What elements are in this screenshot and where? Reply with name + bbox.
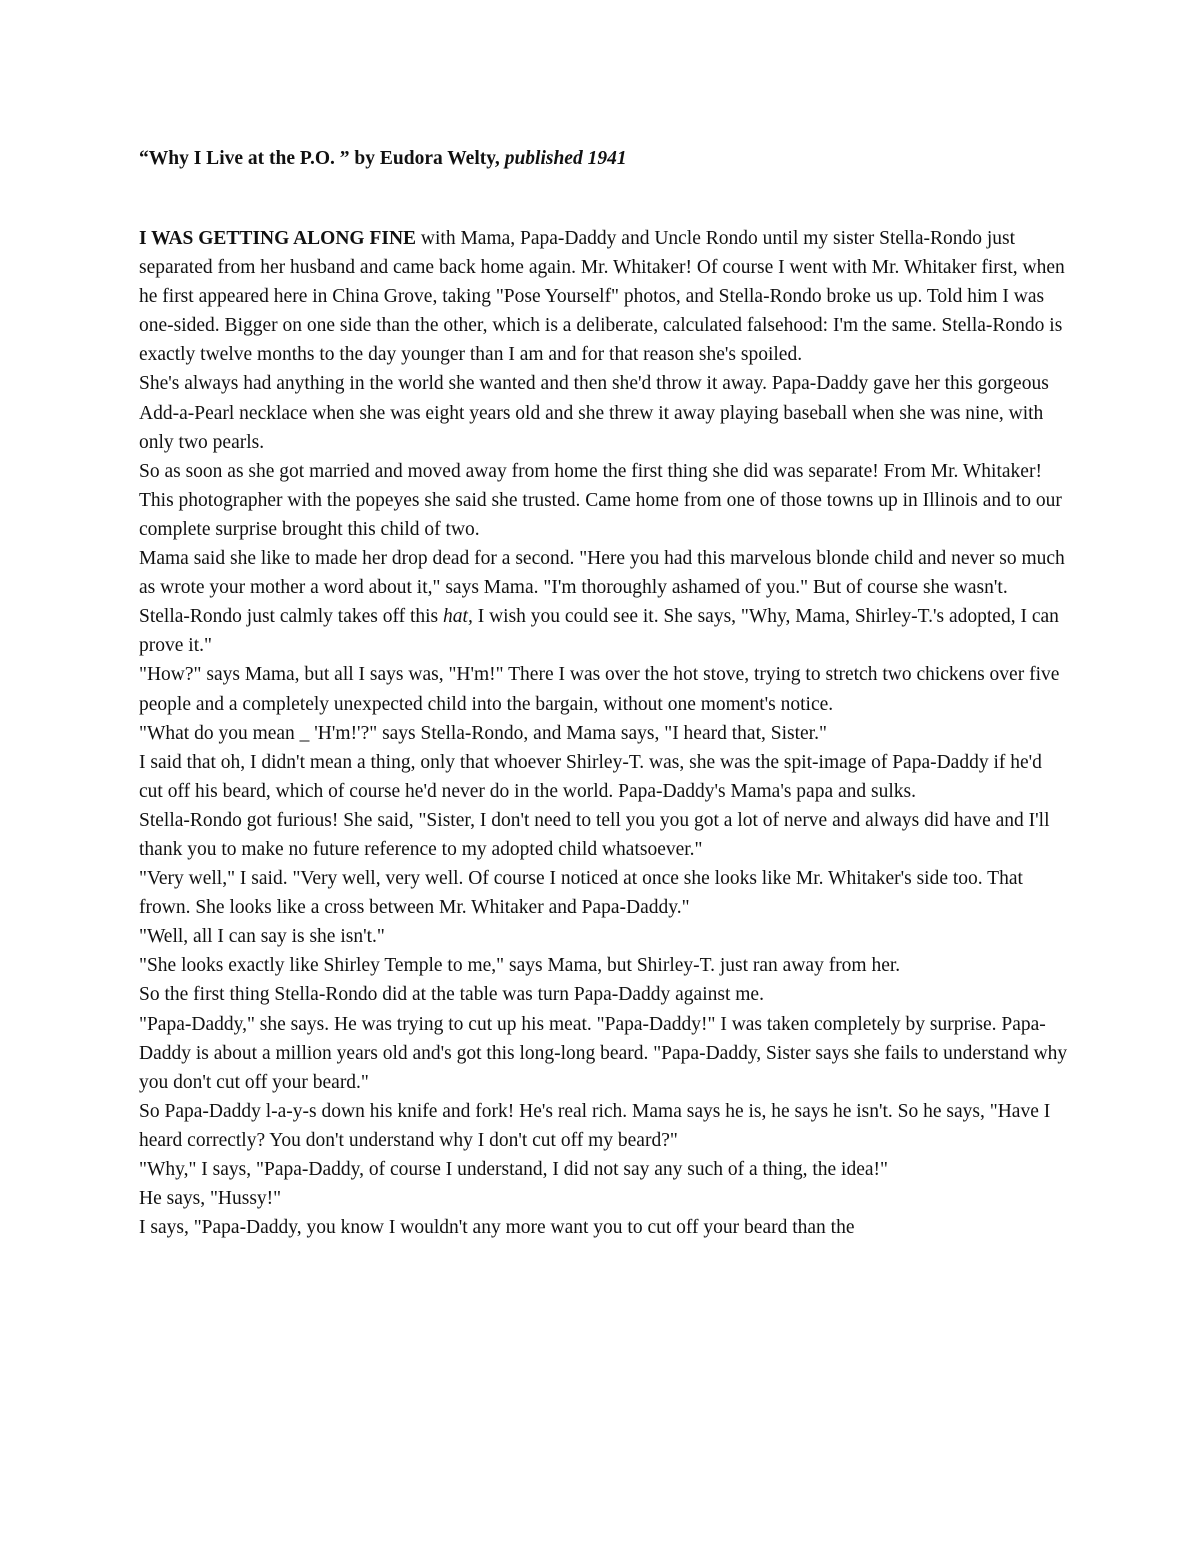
title-main: “Why I Live at the P.O. ” by Eudora Welty, (139, 148, 505, 169)
paragraph-13: So the first thing Stella-Rondo did at the table was turn Papa-Daddy against me. (139, 984, 764, 1006)
paragraph-lead-caps: I WAS GETTING ALONG FINE (139, 228, 417, 249)
paragraph-italic-word: hat, (443, 606, 473, 628)
paragraph-4: Mama said she like to made her drop dead for a second. "Here you had this marvelous blonde child and never so much as wrote your mother a word about it," says Mama. "I'm thoroughly ashamed of you." But of course she wasn't. (139, 548, 1065, 599)
title-published: published 1941 (504, 148, 627, 169)
paragraph-7: "What do you mean _ 'H'm!'?" says Stella-Rondo, and Mama says, "I heard that, Sister." (139, 722, 827, 744)
paragraph-10: "Very well," I said. "Very well, very well. Of course I noticed at once she looks like Mr. Whitaker's side too. That frown. She looks like a cross between Mr. Whitaker and Papa-Daddy." (139, 868, 1023, 919)
paragraph-12: "She looks exactly like Shirley Temple to me," says Mama, but Shirley-T. just ran away from her. (139, 955, 901, 977)
paragraph-16: "Why," I says, "Papa-Daddy, of course I understand, I did not say any such of a thing, the idea!" (139, 1159, 888, 1180)
paragraph-8: I said that oh, I didn't mean a thing, only that whoever Shirley-T. was, she was the spit-image of Papa-Daddy if he'd cut off his beard, which of course he'd never do in the world. Papa-Daddy's Mama's papa and sulks. (139, 751, 1042, 802)
paragraph-text-after: I wish you could see it. She says, "Why, Mama, Shirley-T.'s adopted, I can prove it." (139, 606, 1059, 657)
paragraph-2: She's always had anything in the world she wanted and then she'd throw it away. Papa-Daddy gave her this gorgeous Add-a-Pearl necklace when she was eight years old and she threw it away playing baseball when she was nine, with only two pearls. (139, 373, 1049, 453)
story-body (139, 224, 1069, 1242)
paragraph-1 (139, 224, 1069, 369)
paragraph-18: I says, "Papa-Daddy, you know I wouldn't any more want you to cut off your beard than the (139, 1217, 855, 1239)
paragraph-17: He says, "Hussy!" (139, 1188, 282, 1210)
paragraph-6: "How?" says Mama, but all I says was, "H'm!" There I was over the hot stove, trying to stretch two chickens over five people and a completely unexpected child into the bargain, without one moment's notice. (139, 664, 1060, 715)
paragraph-3: So as soon as she got married and moved away from home the first thing she did was separate! From Mr. Whitaker! This photographer with the popeyes she said she trusted. Came home from one of those towns up in Illinois and to our complete surprise brought this child of two. (139, 460, 1062, 540)
paragraph-14: "Papa-Daddy," she says. He was trying to cut up his meat. "Papa-Daddy!" I was taken completely by surprise. Papa-Daddy is about a million years old and's got this long-long beard. "Papa-Daddy, Sister says she fails to understand why you don't cut off your beard." (139, 1013, 1068, 1093)
paragraph-text-before: Stella-Rondo just calmly takes off this (139, 606, 444, 628)
document-title (139, 144, 627, 174)
paragraph-15: So Papa-Daddy l-a-y-s down his knife and fork! He's real rich. Mama says he is, he says he isn't. So he says, "Have I heard correctly? You don't understand why I don't cut off my beard?" (139, 1100, 1051, 1151)
paragraph-9: Stella-Rondo got furious! She said, "Sister, I don't need to tell you you got a lot of nerve and always did have and I'll thank you to make no future reference to my adopted child whatsoever." (139, 809, 1050, 860)
paragraph-text: with Mama, Papa-Daddy and Uncle Rondo until my sister Stella-Rondo just separated from her husband and came back home again. Mr. Whitaker! Of course I went with Mr. Whitaker first, when he first appeared here in China Grove, taking "Pose Yourself" photos, and Stella-Rondo broke us up. Told him I was one-sided. Bigger on one side than the other, which is a deliberate, calculated falsehood: I'm the same. Stella-Rondo is exactly twelve months to the day younger than I am and for that reason she's spoiled. (139, 228, 1065, 366)
paragraph-11: "Well, all I can say is she isn't." (139, 926, 385, 948)
paragraph-5 (139, 602, 1069, 660)
